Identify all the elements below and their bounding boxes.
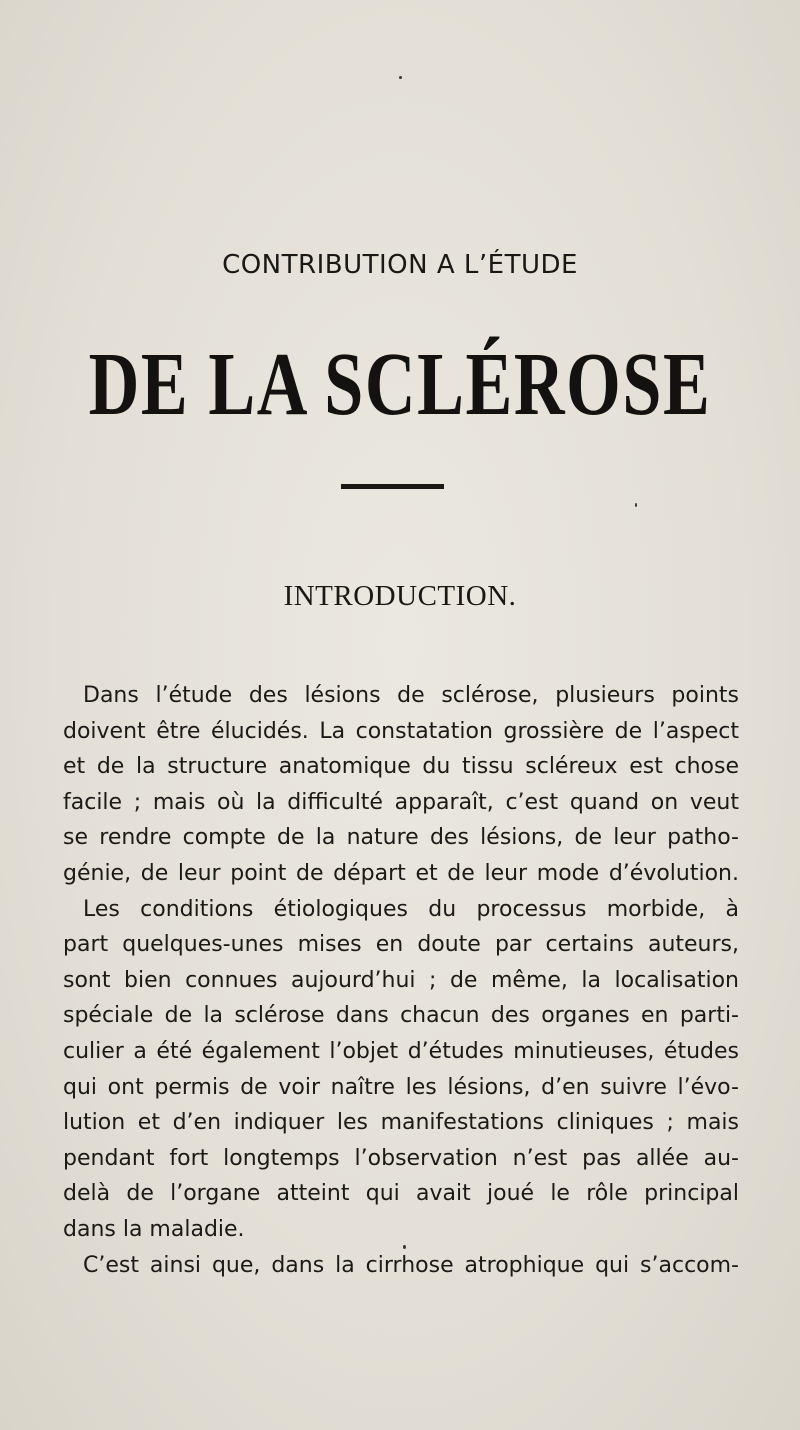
text-line: dans la maladie. [63,1216,245,1242]
text-line: et de la structure anatomique du tissu scléreux est chose [63,754,739,780]
text-line: spéciale de la sclérose dans chacun des organes en parti- [63,1003,739,1029]
text-line: génie, de leur point de départ et de leur mode d’évolution. [63,860,739,886]
body-paragraph [63,678,739,1283]
text-line: qui ont permis de voir naître les lésions, d’en suivre l’évo- [63,1074,739,1100]
text-line: Les conditions étiologiques du processus morbide, à [83,896,739,922]
title-divider [341,484,444,489]
text-line: culier a été également l’objet d’études minutieuses, études [63,1038,739,1064]
ink-speck [635,503,637,507]
text-line: C’est ainsi que, dans la cirrhose atrophique qui s’accom- [83,1252,739,1278]
text-line: facile ; mais où la difficulté apparaît, c’est quand on veut [63,789,739,815]
text-line: sont bien connues aujourd’hui ; de même, la localisation [63,967,739,993]
text-line: part quelques-unes mises en doute par certains auteurs, [63,932,739,958]
text-line: Dans l’étude des lésions de sclérose, plusieurs points [83,683,739,708]
ink-speck [399,76,402,79]
text-line: pendant fort longtemps l’observation n’est pas allée au- [63,1145,739,1171]
text-line: delà de l’organe atteint qui avait joué le rôle principal [63,1181,739,1207]
text-line: se rendre compte de la nature des lésions, de leur patho- [63,825,739,851]
text-line: lution et d’en indiquer les manifestations cliniques ; mais [63,1110,739,1136]
subtitle: CONTRIBUTION A L’ÉTUDE [222,250,578,280]
section-heading: INTRODUCTION. [283,580,517,612]
text-line: doivent être élucidés. La constatation grossière de l’aspect [63,718,739,744]
main-title: DE LA SCLÉROSE [88,335,712,434]
